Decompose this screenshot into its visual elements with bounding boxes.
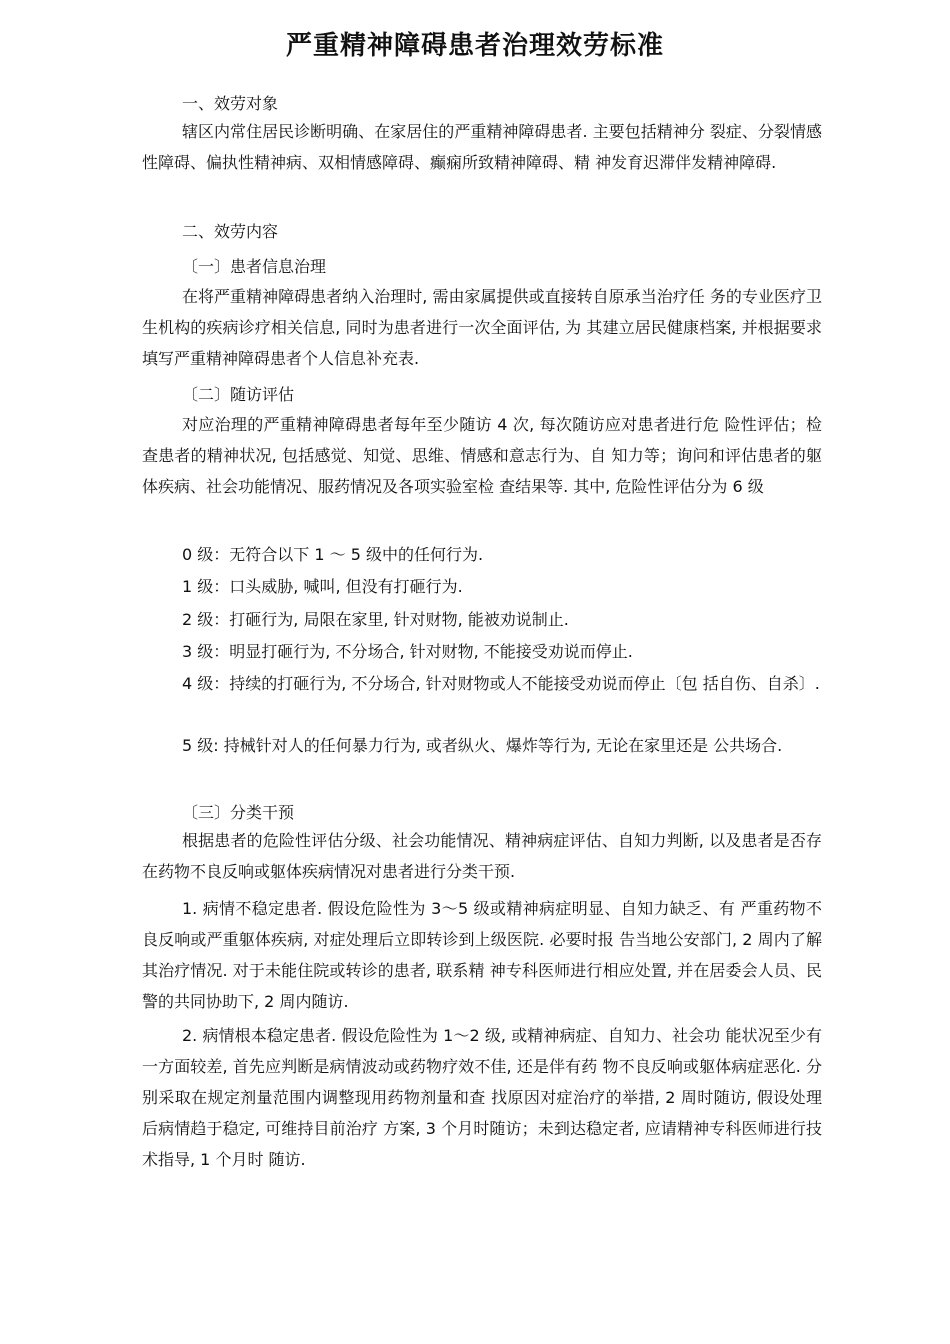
- paragraph-follow-up: 对应治理的严重精神障碍患者每年至少随访 4 次, 每次随访应对患者进行危 险性评估；检查患者的精神状况, 包括感觉、知觉、思维、情感和意志行为、自 知力等；询问和评估患者的躯体疾病、社会功能情况、服药情况及各项实验室检 查结果等. 其中, 危险性评估分为 6 级: [142, 415, 822, 496]
- subheading-follow-up: 〔二〕随访评估: [182, 385, 295, 404]
- risk-level-1: 1 级：口头威胁, 喊叫, 但没有打砸行为.: [182, 577, 463, 596]
- paragraph-service-target: 辖区内常住居民诊断明确、在家居住的严重精神障碍患者. 主要包括精神分 裂症、分裂情感性障碍、偏执性精神病、双相情感障碍、癫痫所致精神障碍、精 神发育迟滞伴发精神障碍.: [142, 122, 822, 172]
- section-heading-service-content: 二、效劳内容: [182, 222, 279, 241]
- risk-level-0: 0 级：无符合以下 1 ～ 5 级中的任何行为.: [182, 545, 484, 564]
- paragraph-patient-info: 在将严重精神障碍患者纳入治理时, 需由家属提供或直接转自原承当治疗任 务的专业医疗卫生机构的疾病诊疗相关信息, 同时为患者进行一次全面评估, 为 其建立居民健康档案, 并根据要求填写严重精神障碍患者个人信息补充表.: [142, 287, 822, 368]
- section-heading-service-target: 一、效劳对象: [182, 94, 279, 113]
- paragraph-stable-patients: 2. 病情根本稳定患者. 假设危险性为 1～2 级, 或精神病症、自知力、社会功 能状况至少有一方面较差, 首先应判断是病情波动或药物疗效不佳, 还是伴有药 物不良反响或躯体病症恶化. 分别采取在规定剂量范围内调整现用药物剂量和查 找原因对症治疗的举措, 2 周时随访, 假设处理后病情趋于稳定, 可维持目前治疗 方案, 3 个月时随访；未到达稳定者, 应请精神专科医师进行技术指导, 1 个月时 随访.: [142, 1026, 822, 1169]
- risk-level-2: 2 级：打砸行为, 局限在家里, 针对财物, 能被劝说制止.: [182, 610, 569, 629]
- subheading-patient-info: 〔一〕患者信息治理: [182, 257, 327, 276]
- risk-level-3: 3 级：明显打砸行为, 不分场合, 针对财物, 不能接受劝说而停止.: [182, 642, 633, 661]
- paragraph-classified-intervention: 根据患者的危险性评估分级、社会功能情况、精神病症评估、自知力判断, 以及患者是否存在药物不良反响或躯体疾病情况对患者进行分类干预.: [142, 831, 822, 881]
- risk-level-5: 5 级: 持械针对人的任何暴力行为, 或者纵火、爆炸等行为, 无论在家里还是 公共场合.: [182, 736, 783, 755]
- risk-level-4: 4 级：持续的打砸行为, 不分场合, 针对财物或人不能接受劝说而停止〔包 括自伤、自杀〕.: [182, 674, 820, 693]
- paragraph-unstable-patients: 1. 病情不稳定患者. 假设危险性为 3～5 级或精神病症明显、自知力缺乏、有 严重药物不良反响或严重躯体疾病, 对症处理后立即转诊到上级医院. 必要时报 告当地公安部门, 2 周内了解其治疗情况. 对于未能住院或转诊的患者, 联系精 神专科医师进行相应处置, 并在居委会人员、民警的共同协助下, 2 周内随访.: [142, 899, 822, 1011]
- page-title: 严重精神障碍患者治理效劳标准: [285, 31, 664, 61]
- subheading-classified-intervention: 〔三〕分类干预: [182, 803, 295, 822]
